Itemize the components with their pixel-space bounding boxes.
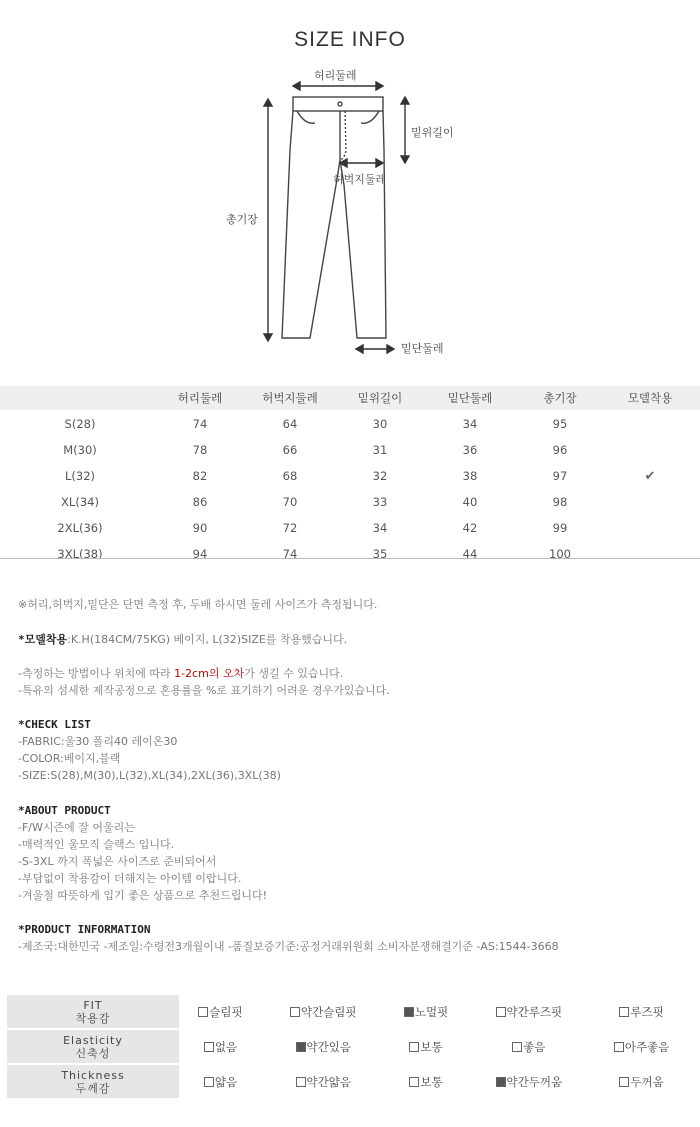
check-list — [18, 716, 688, 784]
table-row — [0, 410, 700, 437]
table-cell: 42 — [462, 521, 478, 535]
table-cell — [600, 410, 700, 437]
list-item: -F/W시즌에 잘 어울리는 — [18, 821, 135, 834]
waist-label: 허리둘레 — [314, 69, 357, 82]
checkbox-icon — [204, 1042, 214, 1052]
spec-option — [262, 995, 385, 1028]
table-cell: 86 — [192, 495, 208, 509]
model-note — [18, 631, 688, 648]
measure-note: ※허리,허벅지,밑단은 단면 측정 후, 두배 하시면 둘레 사이즈가 측정됩니다. — [18, 598, 378, 611]
spec-header — [7, 995, 179, 1028]
spec-header — [7, 1030, 179, 1063]
checkbox-icon — [614, 1042, 624, 1052]
spec-option — [590, 1030, 693, 1063]
table-cell: 32 — [372, 469, 388, 483]
table-cell: 100 — [549, 547, 571, 561]
table-row — [0, 437, 700, 463]
table-cell: 35 — [372, 547, 388, 561]
product-information-title: *PRODUCT INFORMATION — [18, 923, 151, 936]
table-cell — [600, 515, 700, 541]
table-cell: 64 — [282, 417, 298, 431]
error-note — [18, 665, 688, 682]
rise-label: 밑위길이 — [411, 126, 454, 139]
checkbox-checked-icon — [496, 1077, 506, 1087]
table-cell: 95 — [552, 417, 568, 431]
spec-option — [467, 1030, 590, 1063]
list-item: -S-3XL 까지 폭넓은 사이즈로 준비되어서 — [18, 855, 217, 868]
hem-label: 밑단둘레 — [401, 342, 444, 355]
spec-option — [262, 1030, 385, 1063]
checkbox-checked-icon — [404, 1007, 414, 1017]
list-item: -COLOR:베이지,블랙 — [18, 752, 121, 765]
spec-option — [385, 1065, 468, 1098]
table-cell: 74 — [282, 547, 298, 561]
spec-option — [179, 1065, 262, 1098]
header-cell: 밑위길이 — [357, 391, 403, 405]
check-list-title: *CHECK LIST — [18, 718, 91, 731]
spec-row-elasticity — [7, 1030, 693, 1063]
option-label: 없음 — [214, 1039, 238, 1054]
spec-header — [7, 1065, 179, 1098]
table-cell: 70 — [282, 495, 298, 509]
about-product-title: *ABOUT PRODUCT — [18, 804, 111, 817]
table-cell: 36 — [462, 443, 478, 457]
spec-row-thickness — [7, 1065, 693, 1098]
spec-label-ko: 착용감 — [75, 1011, 111, 1025]
size-table-header — [0, 386, 700, 410]
spec-label-ko: 두께감 — [75, 1081, 111, 1095]
error-post: 가 생길 수 있습니다. — [244, 667, 344, 680]
checkbox-icon — [512, 1042, 522, 1052]
size-table — [0, 386, 700, 567]
checkbox-icon — [204, 1077, 214, 1087]
option-label: 아주좋음 — [624, 1039, 670, 1054]
spec-option — [590, 995, 693, 1028]
table-row — [0, 489, 700, 515]
process-note: -특유의 섬세한 제작공정으로 혼용률을 %로 표기하기 어려운 경우가있습니다. — [18, 684, 390, 697]
header-cell: 모델착용 — [627, 391, 673, 405]
table-cell: 30 — [372, 417, 388, 431]
spec-option — [385, 1030, 468, 1063]
option-label: 얇음 — [214, 1074, 238, 1089]
checkbox-icon — [619, 1007, 629, 1017]
option-label: 노멀핏 — [414, 1004, 449, 1019]
table-divider — [0, 558, 700, 559]
spec-option — [590, 1065, 693, 1098]
table-cell: L(32) — [64, 469, 95, 483]
thigh-label: 허벅지둘레 — [333, 173, 387, 186]
spec-label-en: Elasticity — [63, 1033, 123, 1047]
pants-diagram — [0, 0, 700, 380]
table-cell — [600, 489, 700, 515]
length-label: 총기장 — [226, 213, 258, 226]
spec-label-ko: 신축성 — [75, 1046, 111, 1060]
table-row — [0, 463, 700, 489]
table-cell — [600, 541, 700, 567]
spec-option — [262, 1065, 385, 1098]
option-label: 보통 — [420, 1074, 443, 1089]
table-cell: 3XL(38) — [57, 547, 103, 561]
error-highlight: 1-2cm의 오차 — [174, 667, 245, 680]
table-cell: M(30) — [63, 443, 97, 457]
option-label: 약간얇음 — [306, 1074, 351, 1089]
table-cell: S(28) — [64, 417, 96, 431]
option-label: 보통 — [420, 1039, 443, 1054]
option-label: 약간두꺼움 — [506, 1074, 563, 1089]
checkbox-icon — [290, 1007, 300, 1017]
option-label: 약간슬림핏 — [300, 1004, 357, 1019]
table-cell: 44 — [462, 547, 478, 561]
checkbox-icon — [409, 1042, 419, 1052]
product-information-text: -제조국:대한민국 -제조일:수령전3개월이내 -품질보증기준:공정거래위원회 소비자분쟁해결기준 -AS:1544-3668 — [18, 940, 559, 953]
option-label: 루즈핏 — [630, 1004, 664, 1019]
list-item: -FABRIC:울30 폴리40 레이온30 — [18, 735, 178, 748]
option-label: 슬림핏 — [209, 1004, 243, 1019]
table-cell: 34 — [372, 521, 388, 535]
spec-table — [7, 993, 693, 1100]
option-label: 두꺼움 — [630, 1074, 664, 1089]
checkbox-icon — [296, 1077, 306, 1087]
spec-label-en: FIT — [83, 998, 103, 1012]
table-cell: 78 — [192, 443, 208, 457]
header-cell — [0, 386, 160, 410]
table-cell: 97 — [552, 469, 568, 483]
list-item: -매력적인 울모직 슬랙스 입니다. — [18, 838, 175, 851]
table-cell: 96 — [552, 443, 568, 457]
option-label: 약간루즈핏 — [506, 1004, 563, 1019]
error-pre: -측정하는 방법이나 위치에 따라 — [18, 667, 175, 680]
spec-option — [179, 995, 262, 1028]
checkbox-icon — [496, 1007, 506, 1017]
list-item: -겨울철 따뜻하게 입기 좋은 상품으로 추천드립니다! — [18, 889, 268, 902]
table-cell: 40 — [462, 495, 478, 509]
spec-label-en: Thickness — [61, 1068, 125, 1082]
header-cell: 허벅지둘레 — [262, 391, 318, 405]
option-label: 좋음 — [523, 1039, 546, 1054]
spec-option — [179, 1030, 262, 1063]
checkbox-icon — [619, 1077, 629, 1087]
product-information — [18, 921, 688, 955]
page-title: SIZE INFO — [294, 28, 406, 51]
spec-row-fit — [7, 995, 693, 1028]
table-cell: XL(34) — [61, 495, 99, 509]
table-cell: 72 — [282, 521, 298, 535]
header-cell: 총기장 — [543, 391, 577, 405]
table-cell: 38 — [462, 469, 478, 483]
header-cell: 허리둘레 — [177, 391, 223, 405]
table-cell — [600, 437, 700, 463]
list-item: -부담없이 착용감이 더해지는 아이템 이랍니다. — [18, 872, 242, 885]
table-cell: 34 — [462, 417, 478, 431]
table-cell: 94 — [192, 547, 208, 561]
spec-option — [467, 1065, 590, 1098]
list-item: -SIZE:S(28),M(30),L(32),XL(34),2XL(36),3XL(38) — [18, 769, 281, 782]
option-label: 약간있음 — [306, 1039, 351, 1054]
table-cell: 31 — [372, 443, 388, 457]
table-row — [0, 541, 700, 567]
checkbox-icon — [409, 1077, 419, 1087]
table-cell: 82 — [192, 469, 208, 483]
table-cell: 98 — [552, 495, 568, 509]
table-cell: 90 — [192, 521, 208, 535]
about-product — [18, 802, 688, 904]
spec-option — [385, 995, 468, 1028]
table-cell: 74 — [192, 417, 208, 431]
model-text: :K.H(184CM/75KG) 베이지, L(32)SIZE를 착용했습니다. — [67, 633, 348, 646]
table-cell: 2XL(36) — [57, 521, 103, 535]
model-title: *모델착용 — [18, 633, 68, 646]
table-cell: 99 — [552, 521, 568, 535]
checkbox-icon — [198, 1007, 208, 1017]
table-cell: 66 — [282, 443, 298, 457]
model-check-icon: ✔ — [644, 468, 656, 484]
checkbox-checked-icon — [296, 1042, 306, 1052]
header-cell: 밑단둘레 — [447, 391, 493, 405]
table-cell: 33 — [372, 495, 388, 509]
spec-option — [467, 995, 590, 1028]
table-cell: 68 — [282, 469, 298, 483]
table-row — [0, 515, 700, 541]
